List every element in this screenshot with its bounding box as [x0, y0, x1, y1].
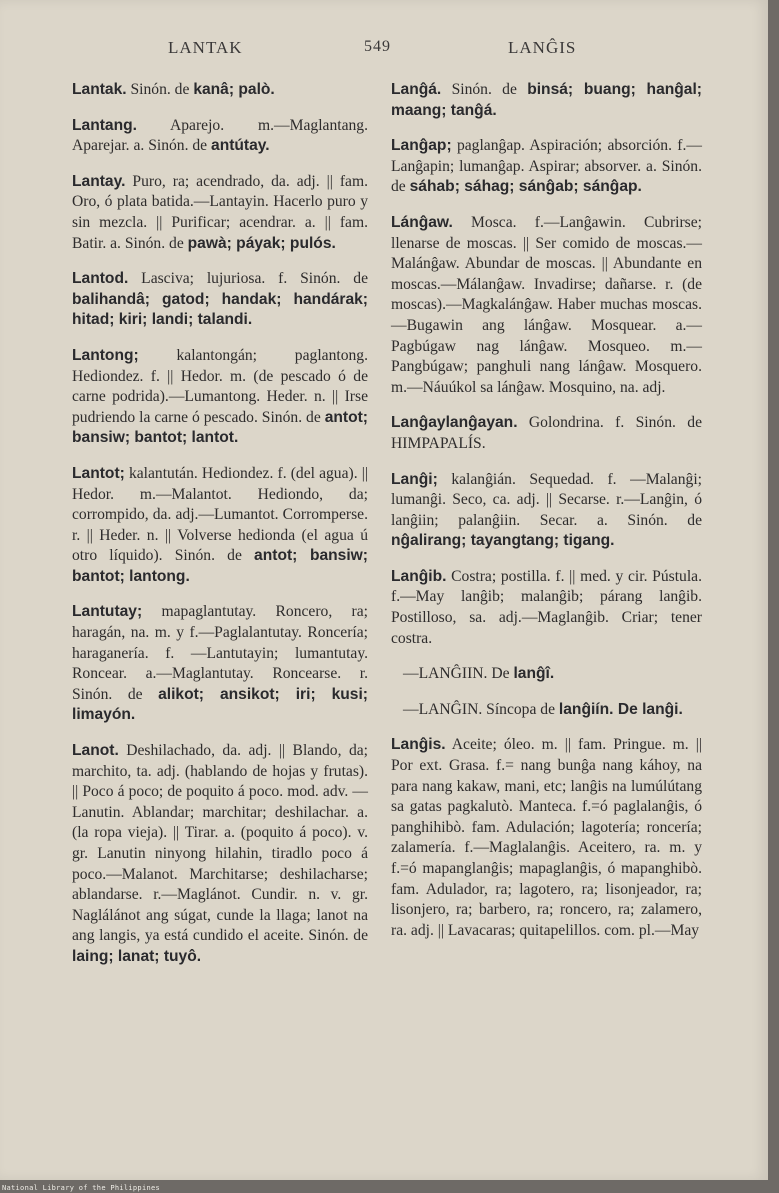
entry-synonyms: antot; bansiw; bantot; lantot. [72, 408, 368, 447]
entry-synonyms: laing; lanat; tuyô. [72, 947, 202, 965]
dictionary-entry [72, 172, 368, 254]
entry-text: Sinón. de [126, 81, 194, 98]
entry-synonyms: binsá; buang; hanĝal; maang; tanĝá. [391, 81, 702, 119]
entry-text: —LANĜIIN. De [403, 665, 514, 683]
entry-headword: Lanĝá. [391, 81, 442, 98]
dictionary-subentry [391, 664, 702, 685]
dictionary-entry [391, 735, 702, 941]
entry-headword: Lantong; [72, 346, 139, 364]
entry-headword: Lantak. [72, 81, 127, 98]
entry-headword: Lánĝaw. [391, 213, 453, 231]
right-column [391, 80, 702, 956]
entry-headword: Lanĝis. [391, 736, 446, 754]
dictionary-entry [391, 80, 702, 121]
page-header [0, 38, 768, 62]
library-watermark: National Library of the Philippines [2, 1184, 161, 1192]
entry-text: Sinón. de [441, 81, 528, 98]
entry-synonyms: sáhab; sáhag; sánĝab; sánĝap. [409, 178, 642, 196]
entry-headword: Lantot; [72, 464, 125, 482]
dictionary-entry [391, 136, 702, 198]
header-left-guide-word: LANTAK [168, 38, 243, 57]
entry-text: kalantután. Hediondez. f. (del agua). || Hedor. m.—Malantot. Hediondo, da; corrompido, da. adj.—Lumantot. Corromperse. r. || Heder. n. || Volverse hedionda (el agua ú otro líquido). Sinón. de [72, 464, 368, 565]
entry-synonyms: alikot; ansikot; iri; kusi; limayón. [72, 685, 368, 724]
entry-synonyms: balihandâ; gatod; handak; handárak; hitad; kiri; landi; talandi. [72, 290, 368, 329]
entry-synonyms: pawà; páyak; pulós. [187, 234, 336, 252]
entry-text: paglanĝap. Aspiración; absorción. f.—Lanĝapin; lumanĝap. Aspirar; absorver. a. Sinón. de [391, 137, 702, 196]
dictionary-entry [391, 213, 702, 398]
entry-synonyms: antútay. [211, 137, 270, 155]
entry-headword: Lantutay; [72, 603, 143, 621]
dictionary-entry [391, 567, 702, 649]
entry-text: Mosca. f.—Lanĝawin. Cubrirse; llenarse de moscas. || Ser comido de moscas.—Malánĝaw. Abundar de moscas. || Abundante en moscas.—Málanĝaw. Invadirse; dañarse. r. (de moscas).—Magkalánĝaw. Haber muchas moscas.—Bugawin ang lánĝaw. Mosquear. a.—Pagbúgaw nag lánĝaw. Mosqueo. m.—Pangbúgaw; panghuli nang lánĝaw. Mosquero. m.—Náuúkol sa lánĝaw. Mosquino, na. adj. [391, 213, 702, 396]
left-column [72, 80, 368, 983]
entry-synonyms: lanĝiín. De lanĝi. [558, 700, 683, 718]
entry-text: —LANĜIN. Síncopa de [403, 700, 559, 718]
entry-headword: Lanĝaylanĝayan. [391, 414, 518, 432]
dictionary-entry [72, 116, 368, 157]
entry-text: Puro, ra; acendrado, da. adj. || fam. Oro, ó plata batida.—Lantayin. Hacerlo puro y sin mezcla. || Purificar; acendrar. a. || fam. Batir. a. Sinón. de [72, 172, 368, 252]
entry-headword: Lanĝi; [391, 470, 438, 488]
entry-text: Aceite; óleo. m. || fam. Pringue. m. || Por ext. Grasa. f.= nang bunĝa nang káhoy, na para nang kakaw, mani, etc; lanĝis na lumúlútang sa gatas pagkalutò. Manteca. f.=ó paglalanĝis, ó panghihibò. fam. Adulación; lagotería; roncería; zalamería. f.—Maglalanĝis. Aceitero, ra. m. y f.=ó mapanglanĝis; mapaglanĝis, ó mapanghibò. fam. Adulador, ra; lagotero, ra; lisonjeador, ra; lisonjero, ra; barbero, ra; roncero, ra; zalamero, ra. adj. || Lavacaras; quitapelillos. com. pl.—May [391, 736, 702, 939]
dictionary-entry [72, 80, 368, 101]
page-number: 549 [364, 38, 391, 55]
entry-headword: Lanot. [72, 742, 119, 760]
entry-text: Deshilachado, da. adj. || Blando, da; marchito, ta. adj. (hablando de hojas y frutas). || Poco á poco; de poquito á poco. mod. adv. —Lanutin. Ablandar; marchitar; deshilachar. a. (la ropa vieja). || Tirar. a. (poquito á poco). v. gr. Lanutin ninyong hilahin, tiradlo poco á poco.—Malanot. Marchitarse; deshilacharse; ablandarse. r.—Maglánot. Cundir. n. v. gr. Naglálánot ang súgat, cunde la llaga; lanot na ang langis, ya está cundido el aceite. Sinón. de [72, 742, 368, 945]
entry-synonyms: lanĝî. [513, 665, 555, 683]
entry-headword: Lanĝap; [391, 137, 452, 155]
dictionary-entry [72, 269, 368, 331]
entry-text: kalantongán; paglantong. Hediondez. f. || Hedor. m. (de pescado ó de carne podrida).—Lumantong. Heder. n. || Irse pudriendo la carne ó pescado. Sinón. de [72, 346, 368, 426]
entry-synonyms: kanâ; palò. [193, 81, 275, 98]
entry-text: mapaglantutay. Roncero, ra; haragán, na. m. y f.—Paglalantutay. Roncería; haraganería. f. —Lantutayin; lumantutay. Roncear. a.—Maglantutay. Roncearse. r. Sinón. de [72, 603, 368, 703]
entry-text: Aparejo. m.—Maglantang. Aparejar. a. Sinón. de [72, 116, 368, 155]
entry-text: Golondrina. f. Sinón. de HIMPAPALÍS. [391, 414, 702, 452]
dictionary-entry [391, 470, 702, 552]
header-right-guide-word: LANĜIS [508, 38, 577, 57]
dictionary-entry [72, 464, 368, 588]
dictionary-entry [391, 413, 702, 454]
dictionary-entry [72, 602, 368, 726]
dictionary-entry [72, 346, 368, 449]
entry-text: Lasciva; lujuriosa. f. Sinón. de [128, 270, 368, 288]
entry-text: kalanĝián. Sequedad. f. —Malanĝi; lumanĝi. Seco, ca. adj. || Secarse. r.—Lanĝin, ó lanĝiin; palanĝiin. Secar. a. Sinón. de [391, 470, 702, 529]
entry-headword: Lantang. [72, 116, 137, 134]
dictionary-subentry [391, 700, 702, 721]
entry-text: Costra; postilla. f. || med. y cir. Pústula. f.—May lanĝib; malanĝib; párang lanĝib. Postilloso, sa. adj.—Maglanĝib. Criar; tener costra. [391, 567, 702, 647]
entry-headword: Lantay. [72, 172, 126, 190]
entry-headword: Lanĝib. [391, 567, 447, 585]
entry-headword: Lantod. [72, 270, 129, 288]
entry-synonyms: nĝalirang; tayangtang; tigang. [391, 532, 615, 550]
dictionary-entry [72, 741, 368, 968]
entry-synonyms: antot; bansiw; bantot; lantong. [72, 547, 368, 585]
